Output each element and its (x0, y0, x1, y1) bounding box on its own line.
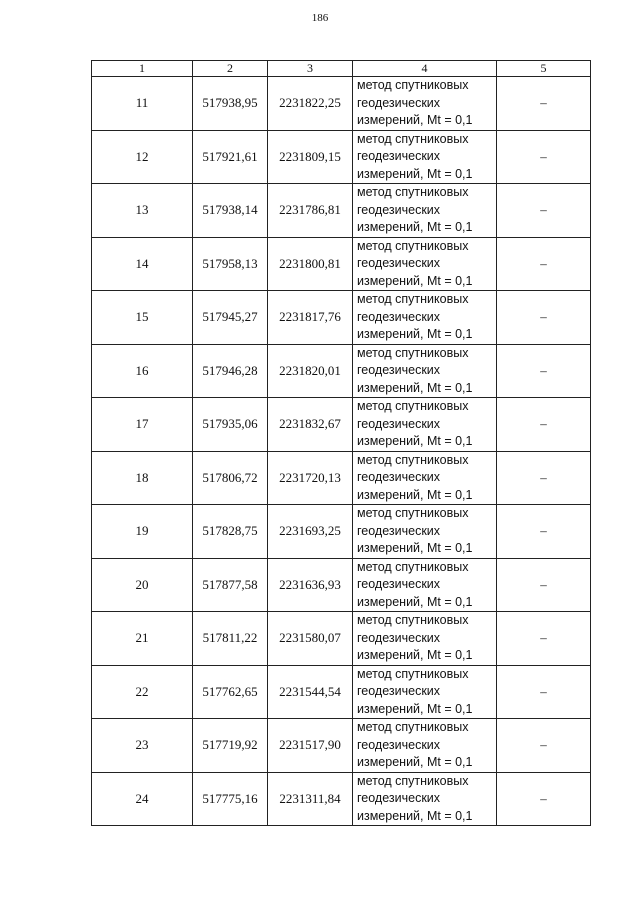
column-header: 4 (353, 61, 497, 77)
page-number: 186 (311, 12, 329, 24)
x-coordinate-cell: 517811,22 (193, 612, 268, 666)
method-cell: метод спутниковых геодезических измерений, Mt = 0,1 (353, 130, 497, 184)
x-coordinate-cell: 517945,27 (193, 291, 268, 345)
method-cell: метод спутниковых геодезических измерений, Mt = 0,1 (353, 665, 497, 719)
table-row (92, 130, 591, 184)
point-number-cell: 20 (92, 558, 193, 612)
method-cell: метод спутниковых геодезических измерений, Mt = 0,1 (353, 184, 497, 238)
y-coordinate-cell: 2231809,15 (268, 130, 353, 184)
x-coordinate-cell: 517958,13 (193, 237, 268, 291)
x-coordinate-cell: 517762,65 (193, 665, 268, 719)
note-cell: – (497, 130, 591, 184)
x-coordinate-cell: 517775,16 (193, 772, 268, 826)
y-coordinate-cell: 2231636,93 (268, 558, 353, 612)
y-coordinate-cell: 2231800,81 (268, 237, 353, 291)
method-cell: метод спутниковых геодезических измерений, Mt = 0,1 (353, 558, 497, 612)
y-coordinate-cell: 2231786,81 (268, 184, 353, 238)
x-coordinate-cell: 517938,95 (193, 77, 268, 131)
point-number-cell: 18 (92, 451, 193, 505)
method-cell: метод спутниковых геодезических измерений, Mt = 0,1 (353, 344, 497, 398)
table-header-row (92, 61, 591, 77)
method-cell: метод спутниковых геодезических измерений, Mt = 0,1 (353, 77, 497, 131)
note-cell: – (497, 344, 591, 398)
point-number-cell: 16 (92, 344, 193, 398)
method-cell: метод спутниковых геодезических измерений, Mt = 0,1 (353, 451, 497, 505)
column-header: 2 (193, 61, 268, 77)
table-row (92, 237, 591, 291)
point-number-cell: 11 (92, 77, 193, 131)
note-cell: – (497, 77, 591, 131)
method-cell: метод спутниковых геодезических измерений, Mt = 0,1 (353, 398, 497, 452)
note-cell: – (497, 772, 591, 826)
table-row (92, 344, 591, 398)
y-coordinate-cell: 2231817,76 (268, 291, 353, 345)
point-number-cell: 15 (92, 291, 193, 345)
column-header: 3 (268, 61, 353, 77)
y-coordinate-cell: 2231311,84 (268, 772, 353, 826)
note-cell: – (497, 505, 591, 559)
table-body (92, 77, 591, 826)
x-coordinate-cell: 517946,28 (193, 344, 268, 398)
note-cell: – (497, 184, 591, 238)
note-cell: – (497, 291, 591, 345)
y-coordinate-cell: 2231720,13 (268, 451, 353, 505)
x-coordinate-cell: 517877,58 (193, 558, 268, 612)
note-cell: – (497, 398, 591, 452)
note-cell: – (497, 451, 591, 505)
note-cell: – (497, 237, 591, 291)
method-cell: метод спутниковых геодезических измерений, Mt = 0,1 (353, 772, 497, 826)
table-row (92, 291, 591, 345)
y-coordinate-cell: 2231822,25 (268, 77, 353, 131)
method-cell: метод спутниковых геодезических измерений, Mt = 0,1 (353, 291, 497, 345)
table-row (92, 184, 591, 238)
table-row (92, 451, 591, 505)
table-row (92, 558, 591, 612)
point-number-cell: 21 (92, 612, 193, 666)
x-coordinate-cell: 517935,06 (193, 398, 268, 452)
table-row (92, 505, 591, 559)
table-row (92, 772, 591, 826)
note-cell: – (497, 665, 591, 719)
table-row (92, 665, 591, 719)
method-cell: метод спутниковых геодезических измерений, Mt = 0,1 (353, 505, 497, 559)
note-cell: – (497, 558, 591, 612)
method-cell: метод спутниковых геодезических измерений, Mt = 0,1 (353, 719, 497, 773)
point-number-cell: 12 (92, 130, 193, 184)
point-number-cell: 14 (92, 237, 193, 291)
coordinates-table (91, 60, 591, 826)
x-coordinate-cell: 517828,75 (193, 505, 268, 559)
point-number-cell: 13 (92, 184, 193, 238)
note-cell: – (497, 612, 591, 666)
point-number-cell: 17 (92, 398, 193, 452)
point-number-cell: 22 (92, 665, 193, 719)
table-row (92, 77, 591, 131)
x-coordinate-cell: 517806,72 (193, 451, 268, 505)
y-coordinate-cell: 2231693,25 (268, 505, 353, 559)
point-number-cell: 23 (92, 719, 193, 773)
y-coordinate-cell: 2231820,01 (268, 344, 353, 398)
method-cell: метод спутниковых геодезических измерений, Mt = 0,1 (353, 237, 497, 291)
y-coordinate-cell: 2231517,90 (268, 719, 353, 773)
point-number-cell: 19 (92, 505, 193, 559)
x-coordinate-cell: 517719,92 (193, 719, 268, 773)
y-coordinate-cell: 2231544,54 (268, 665, 353, 719)
table-row (92, 398, 591, 452)
y-coordinate-cell: 2231832,67 (268, 398, 353, 452)
column-header: 1 (92, 61, 193, 77)
x-coordinate-cell: 517921,61 (193, 130, 268, 184)
method-cell: метод спутниковых геодезических измерений, Mt = 0,1 (353, 612, 497, 666)
note-cell: – (497, 719, 591, 773)
x-coordinate-cell: 517938,14 (193, 184, 268, 238)
point-number-cell: 24 (92, 772, 193, 826)
y-coordinate-cell: 2231580,07 (268, 612, 353, 666)
column-header: 5 (497, 61, 591, 77)
table-row (92, 719, 591, 773)
table-row (92, 612, 591, 666)
